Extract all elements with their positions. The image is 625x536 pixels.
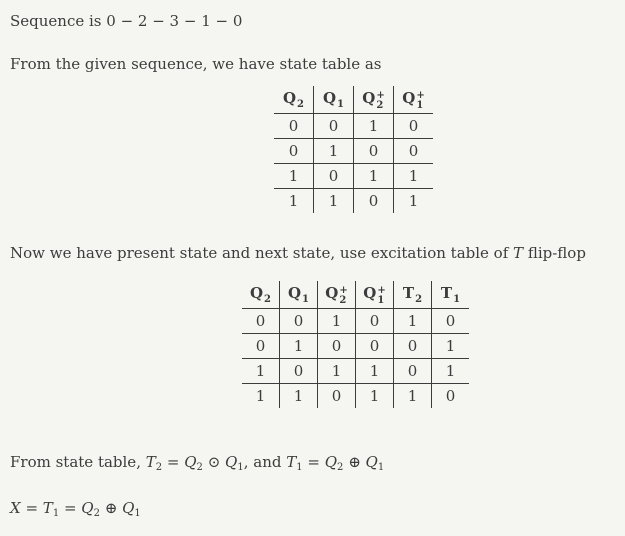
state-table-intro	[10, 55, 382, 74]
table-cell: 0	[408, 117, 419, 135]
column-header: $Q_2$	[274, 86, 314, 114]
math-variable: T	[145, 453, 156, 471]
x-equation-line	[10, 499, 141, 521]
table-cell: 1	[445, 362, 456, 380]
header-row	[274, 86, 433, 114]
math-subscript: 2	[93, 508, 100, 519]
math-subscript: 1	[377, 462, 385, 473]
table-cell: 0	[274, 139, 314, 164]
table-row	[242, 309, 469, 334]
table-cell: 0	[280, 359, 318, 384]
math-subscript: 1	[52, 508, 60, 519]
table-cell: 0	[356, 334, 394, 359]
table-cell: 1	[356, 359, 394, 384]
math-variable: Q	[225, 453, 238, 471]
table-row	[274, 164, 433, 189]
table-cell: 0	[318, 384, 356, 409]
table-cell: 1	[445, 337, 456, 355]
table-cell: 1	[394, 384, 432, 409]
math-subscript: 2	[337, 462, 344, 473]
text-segment: =	[20, 499, 43, 517]
column-header: Q + 1	[356, 281, 394, 309]
column-header: $T_1$	[440, 284, 461, 305]
text-segment: 0 − 2 − 3 − 1 − 0	[106, 12, 243, 30]
table-cell: 0	[274, 114, 314, 139]
table-cell: 0	[445, 387, 456, 405]
sequence-line	[10, 12, 242, 31]
table-cell: 1	[394, 309, 432, 334]
table-cell: 1	[408, 192, 419, 210]
table-cell: 0	[394, 334, 432, 359]
math-variable: T	[42, 499, 53, 517]
table-row	[242, 384, 469, 409]
table-cell: 0	[318, 334, 356, 359]
text-segment: Sequence is	[10, 12, 107, 30]
table-cell: 1	[356, 384, 394, 409]
math-variable: Q	[122, 499, 135, 517]
table-cell: 0	[314, 114, 354, 139]
table-cell: 1	[318, 359, 356, 384]
column-header: Q + 1	[402, 88, 425, 111]
table-cell: 0	[445, 312, 456, 330]
column-header: Q + 2	[318, 281, 356, 309]
table-cell: 1	[280, 384, 318, 409]
table-row	[274, 189, 433, 214]
table-cell: 0	[314, 164, 354, 189]
text-segment: ⊕	[99, 499, 123, 517]
text-segment: ⊕	[343, 453, 366, 471]
table-cell: 1	[280, 334, 318, 359]
math-subscript: 2	[155, 462, 163, 473]
excitation-table-intro	[10, 244, 586, 263]
table-cell: 0	[242, 309, 280, 334]
table-cell: 1	[242, 384, 280, 409]
text-segment: , and	[243, 453, 287, 471]
text-segment: =	[59, 499, 82, 517]
math-variable: Q	[184, 453, 197, 471]
text-segment: flip-flop	[523, 244, 586, 262]
math-variable: T	[286, 453, 297, 471]
t-equations-line	[10, 453, 384, 475]
table-cell: 0	[280, 309, 318, 334]
header-row	[242, 281, 469, 309]
text-segment: Now we have present state and next state, use excitation table of	[10, 244, 514, 262]
column-header: Q + 2	[354, 86, 394, 114]
table-row	[242, 334, 469, 359]
math-subscript: 1	[237, 462, 244, 473]
column-header: $Q_2$	[242, 281, 280, 309]
column-header: $T_2$	[394, 281, 432, 309]
math-variable: Q	[365, 453, 378, 471]
math-variable: X	[10, 499, 21, 517]
table-cell: 0	[356, 309, 394, 334]
math-subscript: 1	[134, 508, 141, 519]
math-variable: Q	[324, 453, 338, 471]
text-segment: =	[302, 453, 325, 471]
table-cell: 1	[354, 114, 394, 139]
table-cell: 1	[408, 167, 419, 185]
text-segment: From state table,	[10, 453, 146, 471]
table-cell: 1	[314, 139, 354, 164]
table-row	[242, 359, 469, 384]
table-cell: 0	[242, 334, 280, 359]
column-header: $Q_1$	[314, 86, 354, 114]
table-cell: 0	[354, 189, 394, 214]
table-cell: 1	[274, 189, 314, 214]
math-variable: T	[513, 244, 524, 262]
math-variable: Q	[81, 499, 94, 517]
table-cell: 1	[242, 359, 280, 384]
table-cell: 0	[354, 139, 394, 164]
table-cell: 0	[408, 142, 419, 160]
column-header: $Q_1$	[280, 281, 318, 309]
table-cell: 1	[314, 189, 354, 214]
math-subscript: 2	[196, 462, 203, 473]
excitation-table	[242, 281, 469, 408]
table-cell: 0	[394, 359, 432, 384]
table-row	[274, 114, 433, 139]
table-row	[274, 139, 433, 164]
math-subscript: 1	[296, 462, 303, 473]
text-segment: =	[162, 453, 185, 471]
state-table	[274, 86, 433, 213]
text-segment: From the given sequence, we have state table as	[10, 55, 382, 73]
table-cell: 1	[274, 164, 314, 189]
table-cell: 1	[354, 164, 394, 189]
text-segment: ⊙	[202, 453, 226, 471]
table-cell: 1	[318, 309, 356, 334]
